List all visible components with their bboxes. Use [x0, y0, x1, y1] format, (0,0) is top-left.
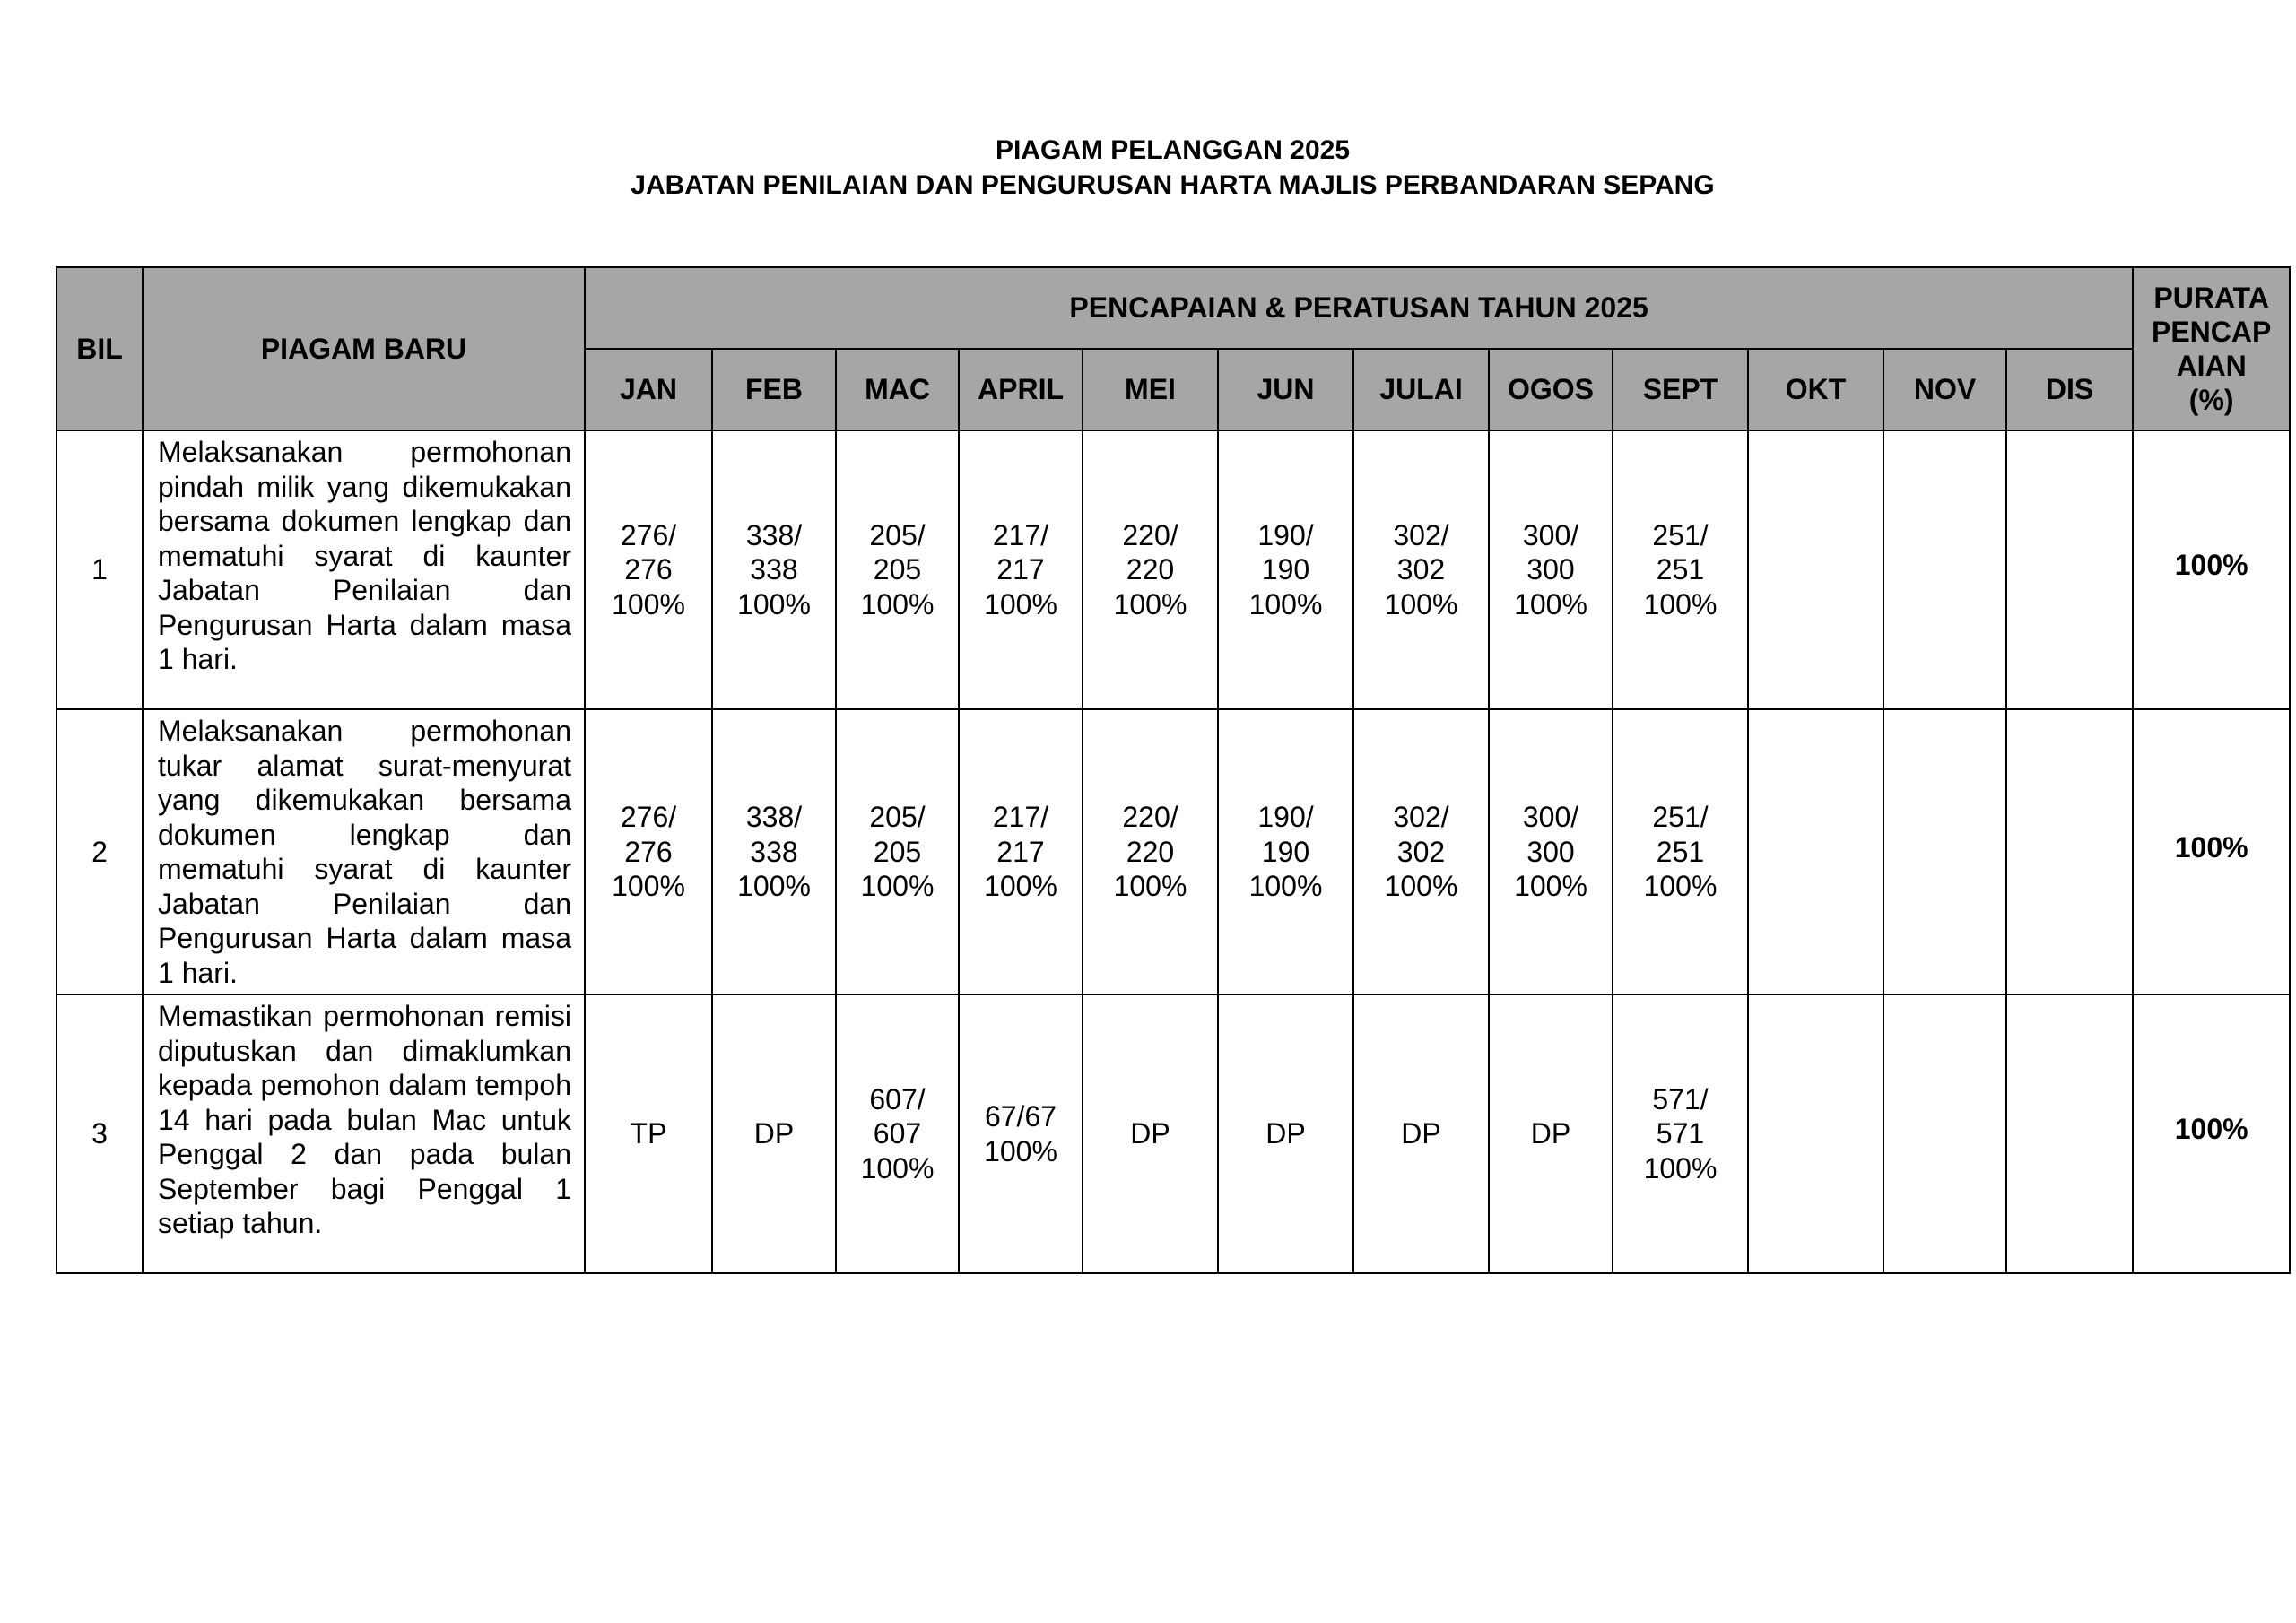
table-row: [57, 994, 2290, 1273]
value-line: 67/67: [984, 1100, 1057, 1133]
month-header-dis: DIS: [2006, 349, 2133, 430]
piagam-header: PIAGAM BARU: [143, 267, 585, 430]
month-value-julai: [1353, 430, 1489, 709]
value-line: 302: [1396, 553, 1446, 586]
value-line: 300: [1526, 553, 1575, 586]
month-value-jun: [1218, 709, 1353, 994]
value-line: 300: [1526, 835, 1575, 868]
value-line: 100%: [1384, 587, 1458, 621]
value-line: 100%: [1248, 587, 1323, 621]
value-line: 217/: [992, 801, 1049, 834]
header-row-top: [57, 267, 2290, 349]
value-line: 338: [750, 553, 798, 586]
value-line: 190/: [1257, 518, 1314, 551]
month-header-jun: JUN: [1218, 349, 1353, 430]
value-line: 205/: [869, 518, 926, 551]
month-value-sept: [1613, 994, 1748, 1273]
month-header-mei: MEI: [1083, 349, 1218, 430]
month-header-okt: OKT: [1748, 349, 1883, 430]
charter-description: Melaksanakan permohonan pindah milik yang dikemukakan bersama dokumen lengkap dan mematuhi syarat di kaunter Jabatan Penilaian dan Pengurusan Harta dalam masa 1 hari.: [143, 430, 585, 709]
value-line: 205: [873, 835, 922, 868]
value-line: 251: [1656, 553, 1705, 586]
row-number: 2: [57, 709, 143, 994]
month-header-feb: FEB: [712, 349, 836, 430]
average-header-line: PENCAP: [2151, 316, 2272, 348]
table-row: [57, 430, 2290, 709]
value-line: 302/: [1393, 518, 1449, 551]
table-row: [57, 709, 2290, 994]
value-line: 220: [1126, 553, 1175, 586]
bil-header: BIL: [57, 267, 143, 430]
document-subtitle: JABATAN PENILAIAN DAN PENGURUSAN HARTA MAJLIS PERBANDARAN SEPANG: [631, 170, 1715, 200]
value-line: 100%: [984, 587, 1057, 621]
value-line: 100%: [1643, 870, 1718, 903]
value-line: 300/: [1522, 518, 1579, 551]
value-line: 220/: [1122, 518, 1178, 551]
value-line: 302: [1396, 835, 1446, 868]
month-value-jun: [1218, 994, 1353, 1273]
month-value-mei: [1083, 994, 1218, 1273]
month-value-mei: [1083, 709, 1218, 994]
month-value-sept: [1613, 709, 1748, 994]
value-line: DP: [1130, 1117, 1170, 1150]
value-line: 100%: [860, 587, 935, 621]
month-value-mac: [836, 994, 959, 1273]
month-header-april: APRIL: [959, 349, 1083, 430]
month-value-okt: [1748, 994, 1883, 1273]
month-value-jan: [585, 709, 712, 994]
value-line: 217: [996, 553, 1045, 586]
value-line: 338/: [745, 518, 803, 551]
row-number: 3: [57, 994, 143, 1273]
month-value-dis: [2006, 430, 2133, 709]
document-title: PIAGAM PELANGGAN 2025: [995, 135, 1351, 165]
month-value-julai: [1353, 709, 1489, 994]
value-line: 100%: [860, 870, 935, 903]
value-line: DP: [753, 1117, 795, 1150]
value-line: TP: [630, 1117, 667, 1150]
average-header: [2133, 267, 2290, 430]
value-line: 217: [996, 835, 1045, 868]
month-header-jan: JAN: [585, 349, 712, 430]
value-line: 251/: [1652, 518, 1709, 551]
value-line: 100%: [860, 1151, 935, 1185]
average-header-line: PURATA: [2153, 282, 2269, 314]
month-header-nov: NOV: [1883, 349, 2006, 430]
month-value-julai: [1353, 994, 1489, 1273]
month-value-ogos: [1489, 994, 1613, 1273]
table-body: [57, 430, 2290, 1273]
value-line: 100%: [1514, 870, 1587, 903]
value-line: 607/: [869, 1082, 926, 1115]
value-line: 607: [873, 1117, 922, 1150]
value-line: 100%: [1384, 870, 1458, 903]
average-header-line: AIAN: [2176, 350, 2247, 382]
value-line: DP: [1401, 1117, 1441, 1150]
value-line: 276: [624, 835, 673, 868]
month-value-ogos: [1489, 709, 1613, 994]
value-line: 100%: [984, 870, 1057, 903]
month-value-nov: [1883, 994, 2006, 1273]
month-value-april: [959, 994, 1083, 1273]
month-header-sept: SEPT: [1613, 349, 1748, 430]
value-line: 276/: [620, 801, 677, 834]
month-value-jan: [585, 994, 712, 1273]
value-line: 220: [1126, 835, 1175, 868]
value-line: 276/: [620, 518, 677, 551]
month-value-mac: [836, 430, 959, 709]
month-value-mei: [1083, 430, 1218, 709]
month-value-ogos: [1489, 430, 1613, 709]
average-achievement: 100%: [2133, 430, 2290, 709]
value-line: 338: [750, 835, 798, 868]
value-line: 338/: [745, 801, 803, 834]
value-line: 276: [624, 553, 673, 586]
value-line: 100%: [984, 1134, 1057, 1167]
value-line: 220/: [1122, 801, 1178, 834]
value-line: 100%: [612, 870, 685, 903]
month-header-ogos: OGOS: [1489, 349, 1613, 430]
month-value-feb: [712, 709, 836, 994]
average-achievement: 100%: [2133, 994, 2290, 1273]
month-value-feb: [712, 430, 836, 709]
achievement-group-header: PENCAPAIAN & PERATUSAN TAHUN 2025: [585, 267, 2133, 349]
value-line: 571: [1656, 1117, 1705, 1150]
value-line: 190/: [1257, 801, 1314, 834]
average-header-line: (%): [2188, 384, 2234, 416]
value-line: DP: [1265, 1117, 1306, 1150]
value-line: 302/: [1393, 801, 1449, 834]
value-line: 300/: [1522, 801, 1579, 834]
month-value-okt: [1748, 709, 1883, 994]
month-value-april: [959, 709, 1083, 994]
month-value-april: [959, 430, 1083, 709]
month-value-okt: [1748, 430, 1883, 709]
value-line: 217/: [992, 518, 1049, 551]
month-value-feb: [712, 994, 836, 1273]
month-value-jan: [585, 430, 712, 709]
charter-description: Melaksanakan permohonan tukar alamat surat-menyurat yang dikemukakan bersama dokumen lengkap dan mematuhi syarat di kaunter Jabatan Penilaian dan Pengurusan Harta dalam masa 1 hari.: [143, 709, 585, 994]
month-value-nov: [1883, 709, 2006, 994]
month-value-dis: [2006, 994, 2133, 1273]
value-line: 205: [873, 553, 922, 586]
value-line: DP: [1530, 1117, 1571, 1150]
value-line: 205/: [869, 801, 926, 834]
month-value-jun: [1218, 430, 1353, 709]
value-line: 190: [1261, 835, 1310, 868]
value-line: 100%: [1514, 587, 1587, 621]
value-line: 571/: [1652, 1082, 1709, 1115]
value-line: 100%: [1643, 1151, 1718, 1185]
value-line: 251: [1656, 835, 1705, 868]
value-line: 100%: [612, 587, 685, 621]
month-header-mac: MAC: [836, 349, 959, 430]
month-header-julai: JULAI: [1353, 349, 1489, 430]
average-achievement: 100%: [2133, 709, 2290, 994]
month-value-nov: [1883, 430, 2006, 709]
month-value-sept: [1613, 430, 1748, 709]
month-value-mac: [836, 709, 959, 994]
value-line: 100%: [1113, 587, 1187, 621]
charter-description: Memastikan permohonan remisi diputuskan dan dimaklumkan kepada pemohon dalam tempoh 14 hari pada bulan Mac untuk Penggal 2 dan pada bulan September bagi Penggal 1 setiap tahun.: [143, 994, 585, 1273]
value-line: 190: [1261, 553, 1310, 586]
document-header: [0, 133, 2296, 203]
charter-table: [56, 266, 2291, 1274]
month-value-dis: [2006, 709, 2133, 994]
value-line: 100%: [1248, 870, 1323, 903]
row-number: 1: [57, 430, 143, 709]
value-line: 100%: [737, 870, 811, 903]
value-line: 100%: [1643, 587, 1718, 621]
value-line: 100%: [737, 587, 811, 621]
value-line: 100%: [1113, 870, 1187, 903]
value-line: 251/: [1652, 801, 1709, 834]
